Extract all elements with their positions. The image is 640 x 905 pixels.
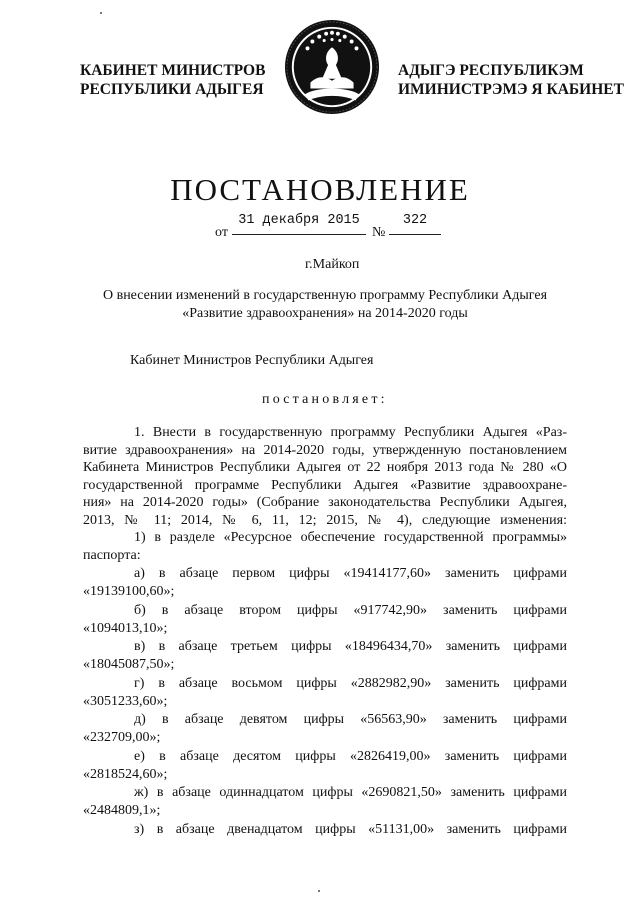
city: г.Майкоп [305,257,360,272]
list-item [83,711,567,747]
list-item [83,748,567,784]
body-paragraph-1 [83,424,567,564]
scan-speck [318,890,320,892]
subject-line2: «Развитие здравоохранения» на 2014-2020 годы [182,306,468,321]
header-left [80,61,275,99]
issuing-body: Кабинет Министров Республики Адыгея [130,353,374,368]
item-line1: ж) в абзаце одиннадцатом цифры «2690821,50» заменить цифрами [134,785,567,800]
dateline [0,213,640,243]
item-line1: а) в абзаце первом цифры «19414177,60» заменить цифрами [134,566,567,581]
item-line1: в) в абзаце третьем цифры «18496434,70» заменить цифрами [134,639,567,654]
number-label: № [372,225,386,240]
subject [40,287,610,323]
list-item [83,784,567,820]
p1-line3: Кабинета Министров Республики Адыгея от 22 ноября 2013 года № 280 «О [83,460,567,475]
item-line2: «3051233,60»; [83,693,168,709]
p1-line5: ния» на 2014-2020 годы» (Собрание законодательства Республики Адыгея, [83,495,567,510]
item-line1: г) в абзаце восьмом цифры «2882982,90» заменить цифрами [134,675,567,691]
item-line2: «19139100,60»; [83,584,175,599]
subject-line1: О внесении изменений в государственную программу Республики Адыгея [102,288,548,303]
amendment-list [83,565,567,839]
header-left-line2: РЕСПУБЛИКИ АДЫГЕЯ [80,81,264,98]
p1-line6: 2013, № 11; 2014, № 6, 11, 12; 2015, № 4), следующие изменения: [83,512,567,528]
date-from-label: от [215,225,228,240]
item-line2: «2484809,1»; [83,803,161,818]
item-line2: «232709,00»; [83,730,161,745]
item-line1: е) в абзаце десятом цифры «2826419,00» заменить цифрами [134,748,567,764]
p2-line2: паспорта: [83,547,141,563]
list-item [83,565,567,601]
header-right-line2: ИМИНИСТРЭМЭ Я КАБИНЕТ [398,81,624,98]
coat-of-arms-emblem [283,18,381,116]
list-item [83,821,567,839]
list-item [83,638,567,674]
item-line2: «2818524,60»; [83,766,168,782]
header-right-line1: АДЫГЭ РЕСПУБЛИКЭМ [398,62,584,79]
p1-line4: государственной программе Республики Адыгея «Развитие здравоохране- [83,477,567,493]
p2-line1: 1) в разделе «Ресурсное обеспечение государственной программы» [134,530,567,545]
item-line2: «18045087,50»; [83,657,175,672]
item-line1: з) в абзаце двенадцатом цифры «51131,00» заменить цифрами [134,821,567,837]
header-right [398,61,628,99]
header-left-line1: КАБИНЕТ МИНИСТРОВ [80,62,266,79]
item-line1: б) в абзаце втором цифры «917742,90» заменить цифрами [134,602,567,618]
p1-line2: витие здравоохранения» на 2014-2020 годы, утвержденную постановлением [83,442,567,458]
p1-line1: 1. Внести в государственную программу Республики Адыгея «Раз- [134,425,567,440]
list-item [83,675,567,711]
scan-speck [100,12,102,14]
item-line2: «1094013,10»; [83,620,168,636]
document-date: 31 декабря 2015 [232,213,366,235]
item-line1: д) в абзаце девятом цифры «56563,90» заменить цифрами [134,712,567,727]
list-item [83,602,567,638]
document-number: 322 [389,213,441,235]
decree-word: постановляет: [262,392,388,407]
document-title: ПОСТАНОВЛЕНИЕ [170,172,470,207]
